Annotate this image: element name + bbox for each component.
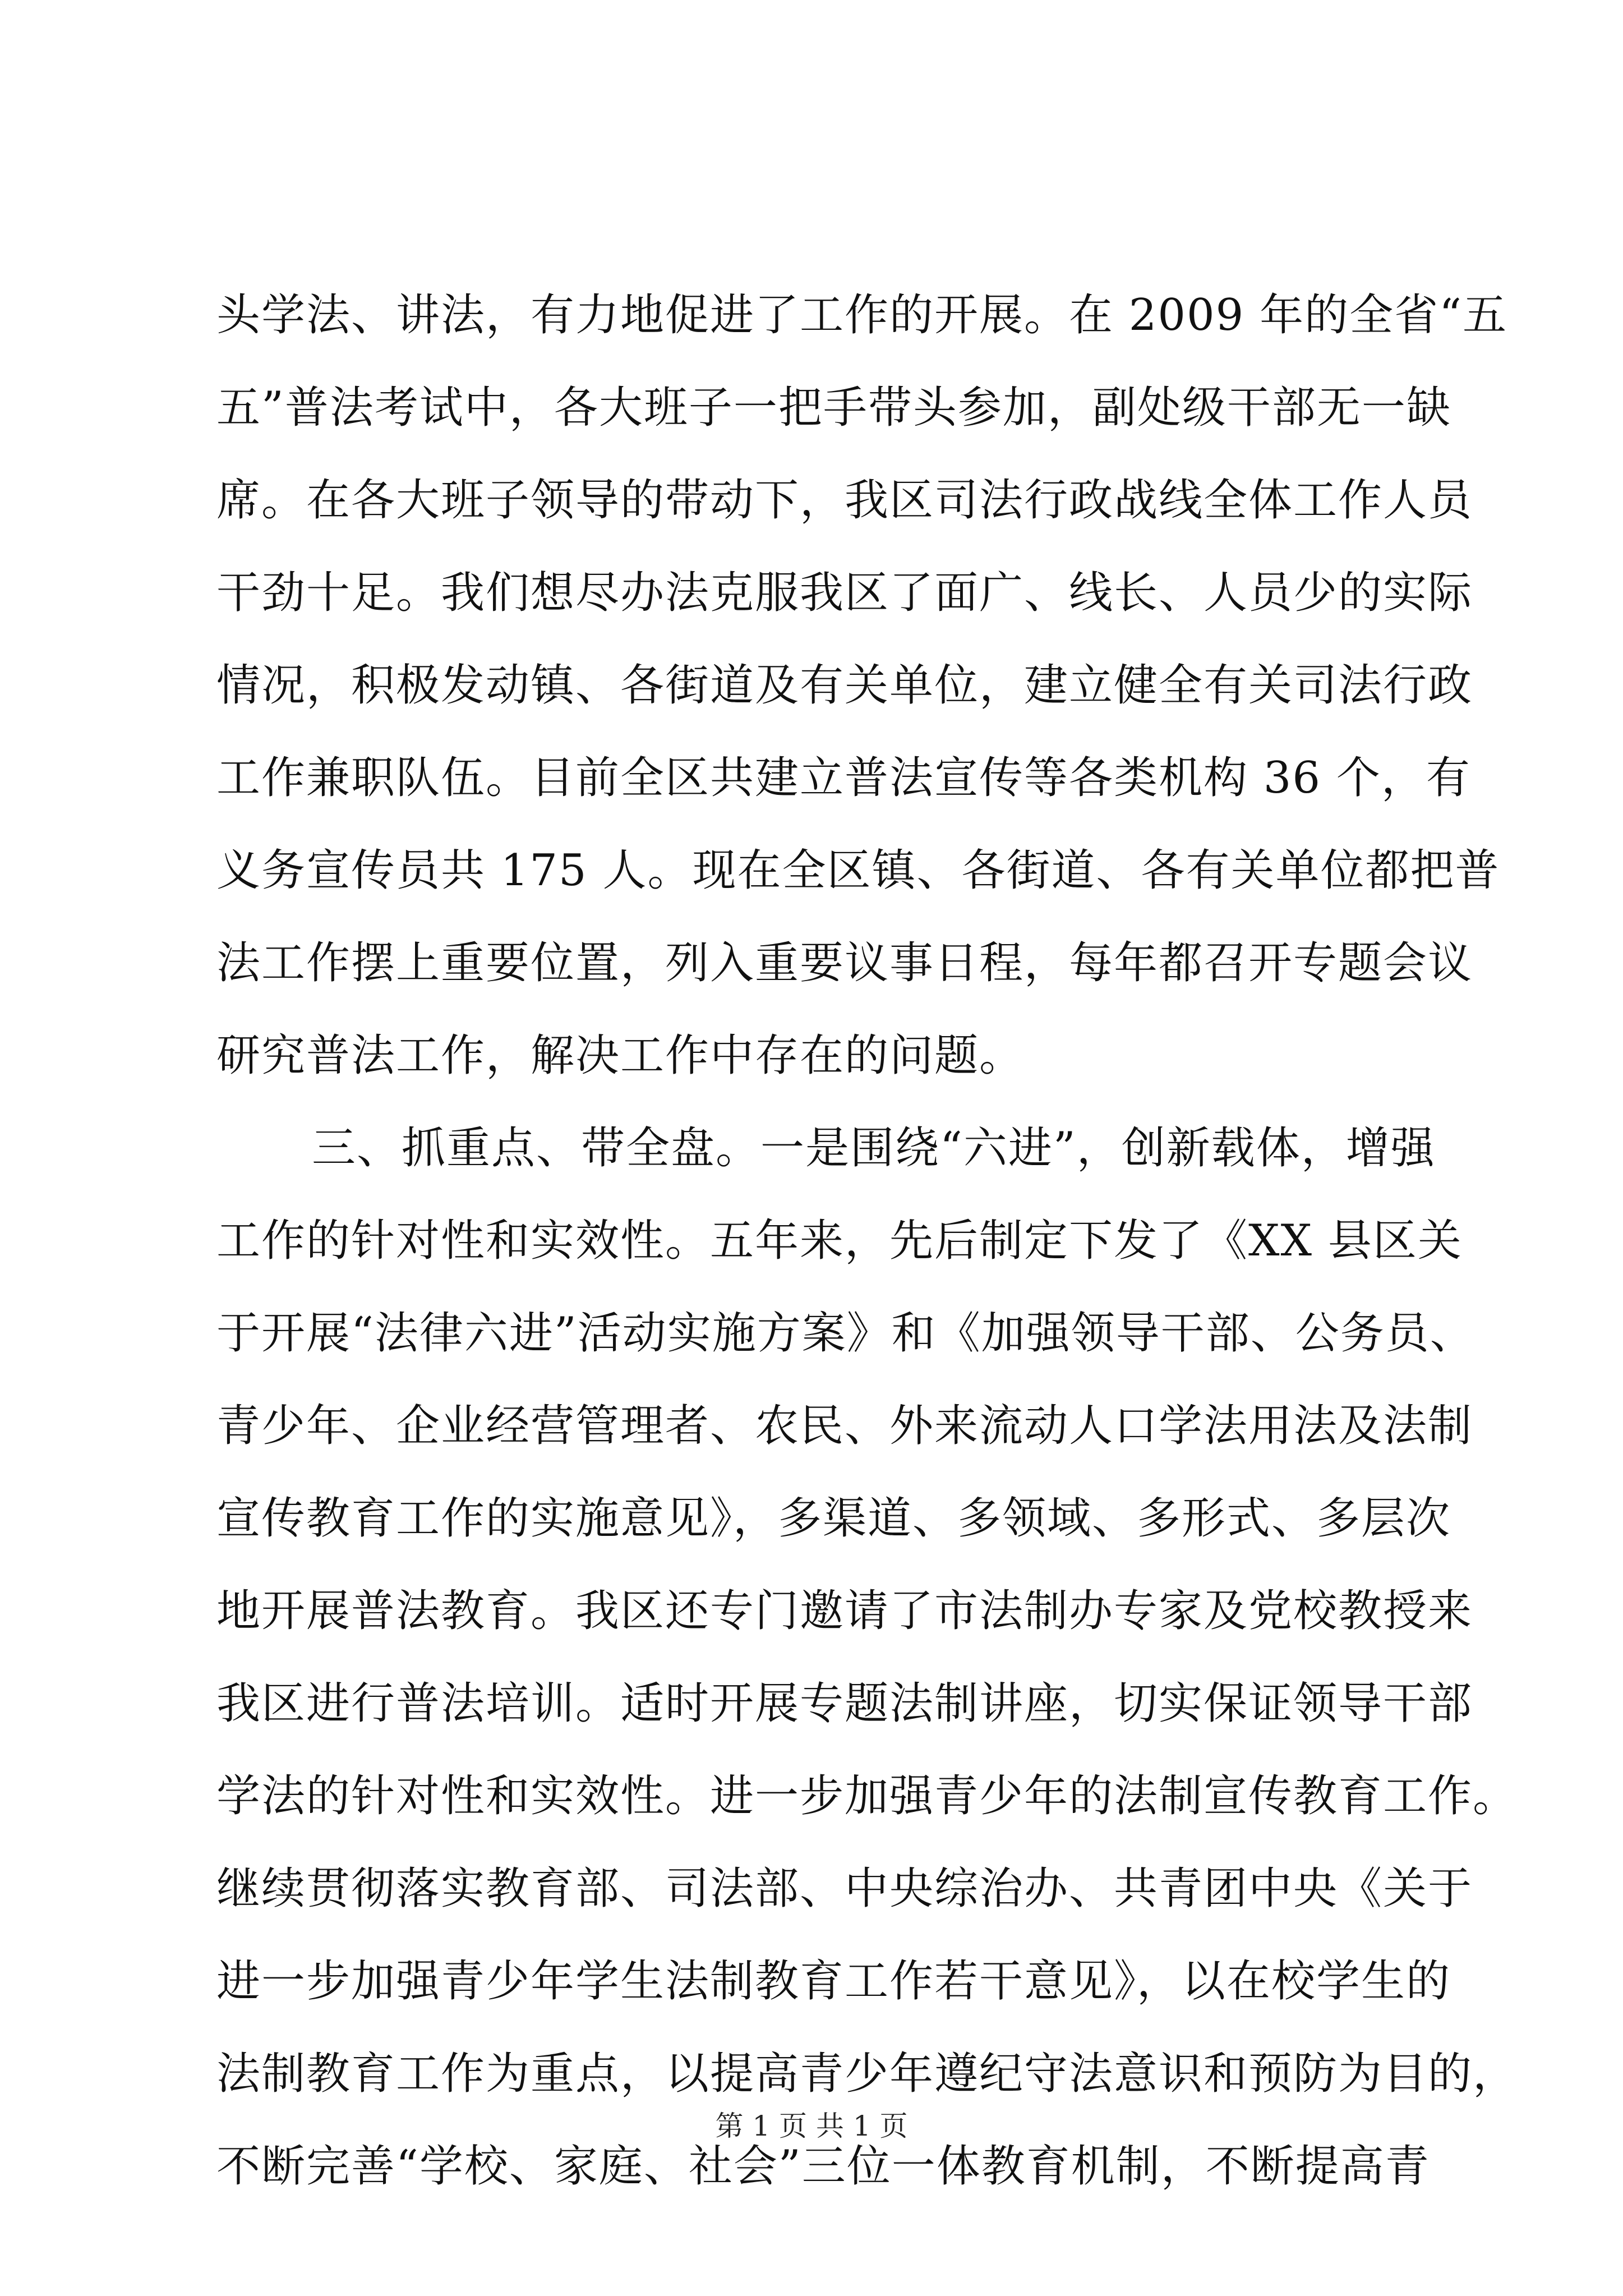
body-text [216,269,1518,2213]
text-line: 义务宣传员共 175 人。现在全区镇、各街道、各有关单位都把普 [216,845,1500,896]
text-line: 五”普法考试中，各大班子一把手带头参加，副处级干部无一缺 [216,383,1451,433]
text-line: 头学法、讲法，有力地促进了工作的开展。在 2009 年的全省“五 [216,290,1507,341]
text-line: 于开展“法律六进”活动实施方案》和《加强领导干部、公务员、 [216,1308,1475,1359]
text-line: 继续贯彻落实教育部、司法部、中央综治办、共青团中央《关于 [216,1864,1473,1914]
text-line: 工作兼职队伍。目前全区共建立普法宣传等各类机构 36 个，有 [216,753,1471,803]
page-footer: 第 1 页 共 1 页 [715,2110,908,2142]
text-line: 宣传教育工作的实施意见》，多渠道、多领域、多形式、多层次 [216,1493,1451,1544]
text-line: 法制教育工作为重点，以提高青少年遵纪守法意识和预防为目的， [216,2049,1518,2099]
text-line: 进一步加强青少年学生法制教育工作若干意见》，以在校学生的 [216,1956,1451,2007]
text-line: 我区进行普法培训。适时开展专题法制讲座，切实保证领导干部 [216,1678,1473,1729]
text-line: 不断完善“学校、家庭、社会”三位一体教育机制，不断提高青 [216,2141,1430,2192]
text-line: 研究普法工作，解决工作中存在的问题。 [216,1030,1025,1081]
text-line: 地开展普法教育。我区还专门邀请了市法制办专家及党校教授来 [216,1586,1473,1636]
text-line: 学法的针对性和实效性。进一步加强青少年的法制宣传教育工作。 [216,1771,1518,1821]
text-line: 席。在各大班子领导的带动下，我区司法行政战线全体工作人员 [216,475,1473,526]
text-line: 情况，积极发动镇、各街道及有关单位，建立健全有关司法行政 [216,660,1473,711]
text-line: 干劲十足。我们想尽办法克服我区了面广、线长、人员少的实际 [216,568,1473,618]
text-line: 三、抓重点、带全盘。一是围绕“六进”，创新载体，增强 [312,1123,1436,1174]
text-line: 青少年、企业经营管理者、农民、外来流动人口学法用法及法制 [216,1401,1473,1451]
text-line: 工作的针对性和实效性。五年来，先后制定下发了《XX 县区关 [216,1216,1463,1266]
text-line: 法工作摆上重要位置，列入重要议事日程，每年都召开专题会议 [216,938,1473,988]
